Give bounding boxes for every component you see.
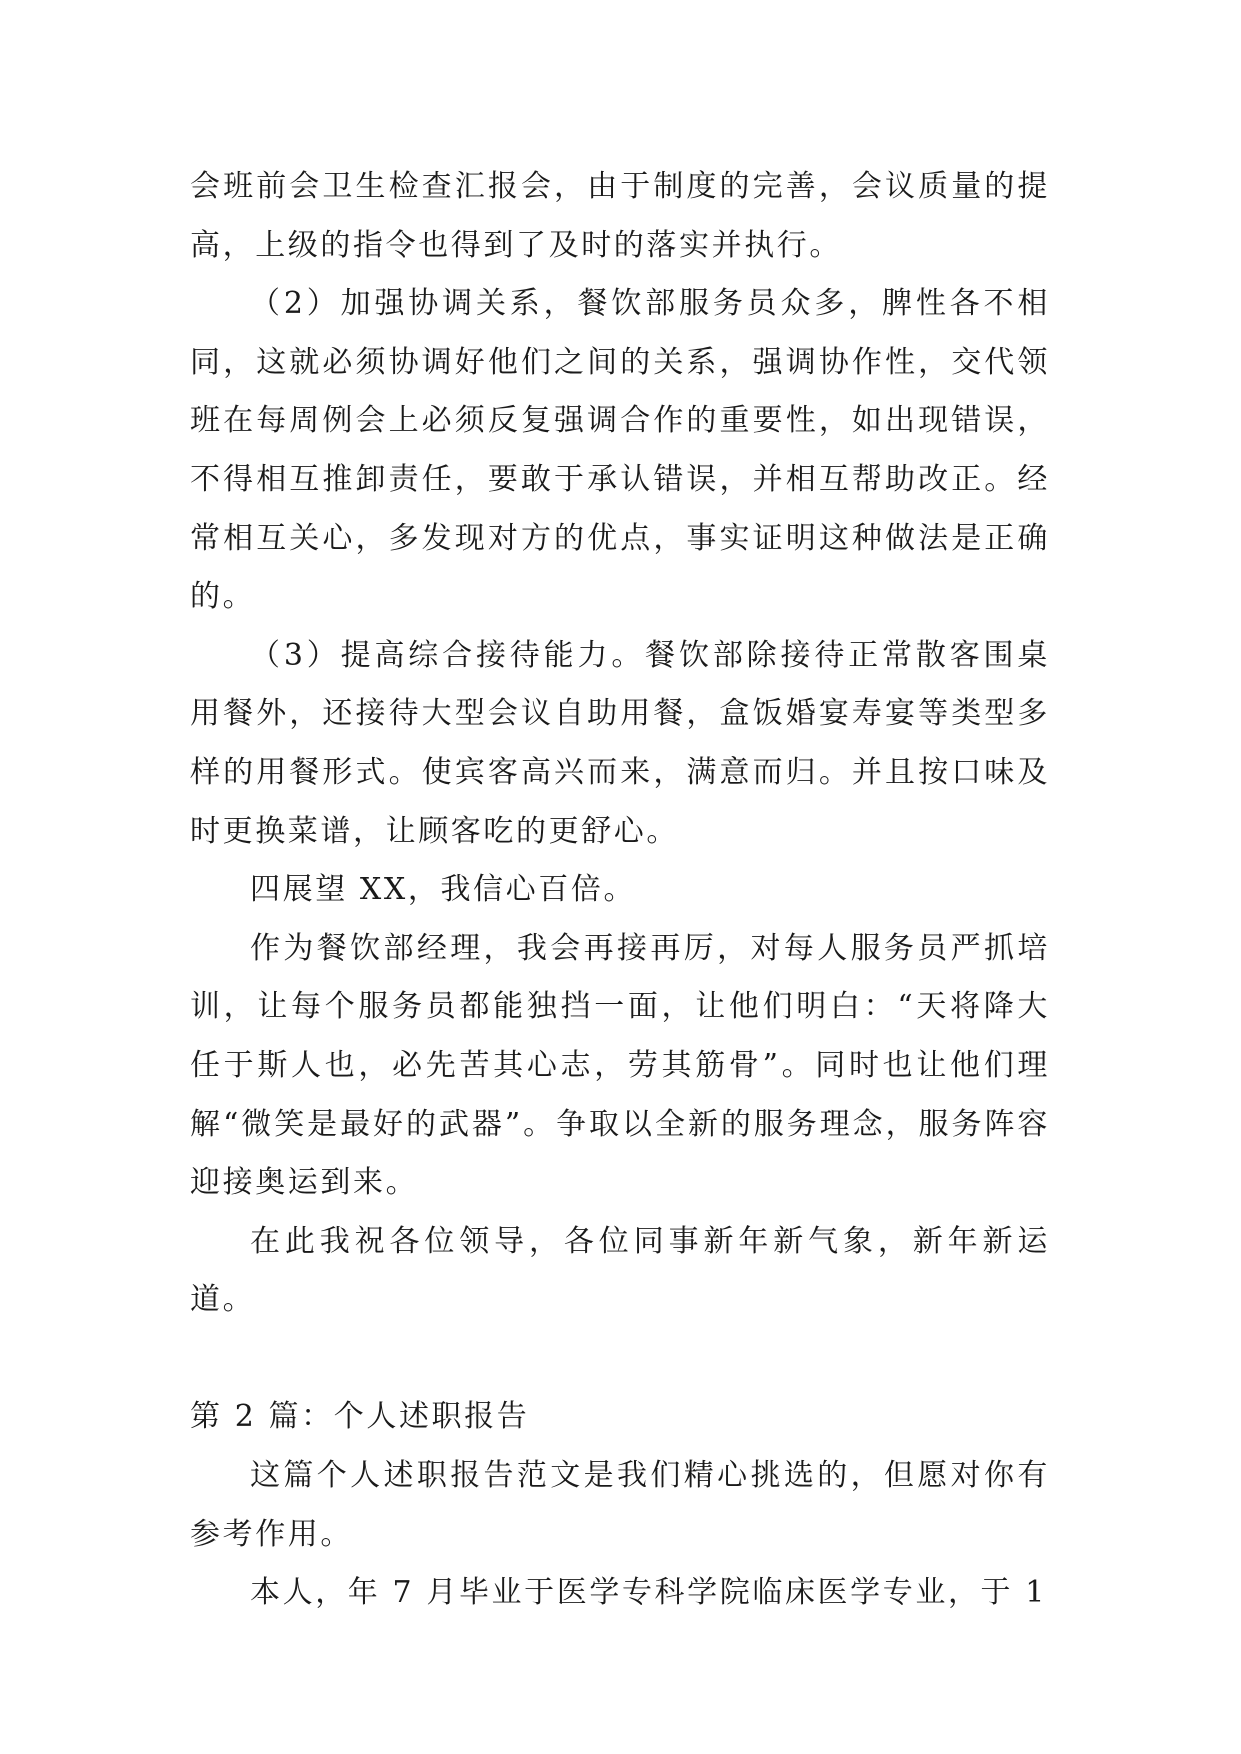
paragraph-new-year-wishes: 在此我祝各位领导，各位同事新年新气象，新年新运道。	[190, 1223, 1050, 1318]
paragraph-intro-note: 这篇个人述职报告范文是我们精心挑选的，但愿对你有参考作用。	[190, 1458, 1050, 1552]
paragraph-personal-background: 本人，年 7 月毕业于医学专科学院临床医学专业，于 1	[250, 1575, 1047, 1611]
paragraph-coordination: （2）加强协调关系，餐饮部服务员众多，脾性各不相同，这就必须协调好他们之间的关系，强调协作性，交代领班在每周例会上必须反复强调合作的重要性，如出现错误，不得相互推卸责任，要敢于承认错误，并相互帮助改正。经常相互关心，多发现对方的优点，事实证明这种做法是正确的。	[190, 286, 1050, 615]
paragraph-outlook: 四展望 XX，我信心百倍。	[250, 872, 637, 908]
paragraph-meeting-quality: 会班前会卫生检查汇报会，由于制度的完善，会议质量的提高，上级的指令也得到了及时的落实并执行。	[190, 169, 1050, 263]
section-heading: 第 2 篇：个人述职报告	[190, 1399, 530, 1435]
section-gap	[190, 1330, 1050, 1389]
paragraph-reception-ability: （3）提高综合接待能力。餐饮部除接待正常散客围桌用餐外，还接待大型会议自助用餐，盒饭婚宴寿宴等类型多样的用餐形式。使宾客高兴而来，满意而归。并且按口味及时更换菜谱，让顾客吃的更舒心。	[190, 637, 1050, 849]
paragraph-manager-commitment: 作为餐饮部经理，我会再接再厉，对每人服务员严抓培训，让每个服务员都能独挡一面，让他们明白：“天将降大任于斯人也，必先苦其心志，劳其筋骨”。同时也让他们理解“微笑是最好的武器”。争取以全新的服务理念，服务阵容迎接奥运到来。	[190, 930, 1050, 1201]
document-body	[190, 158, 1050, 1623]
